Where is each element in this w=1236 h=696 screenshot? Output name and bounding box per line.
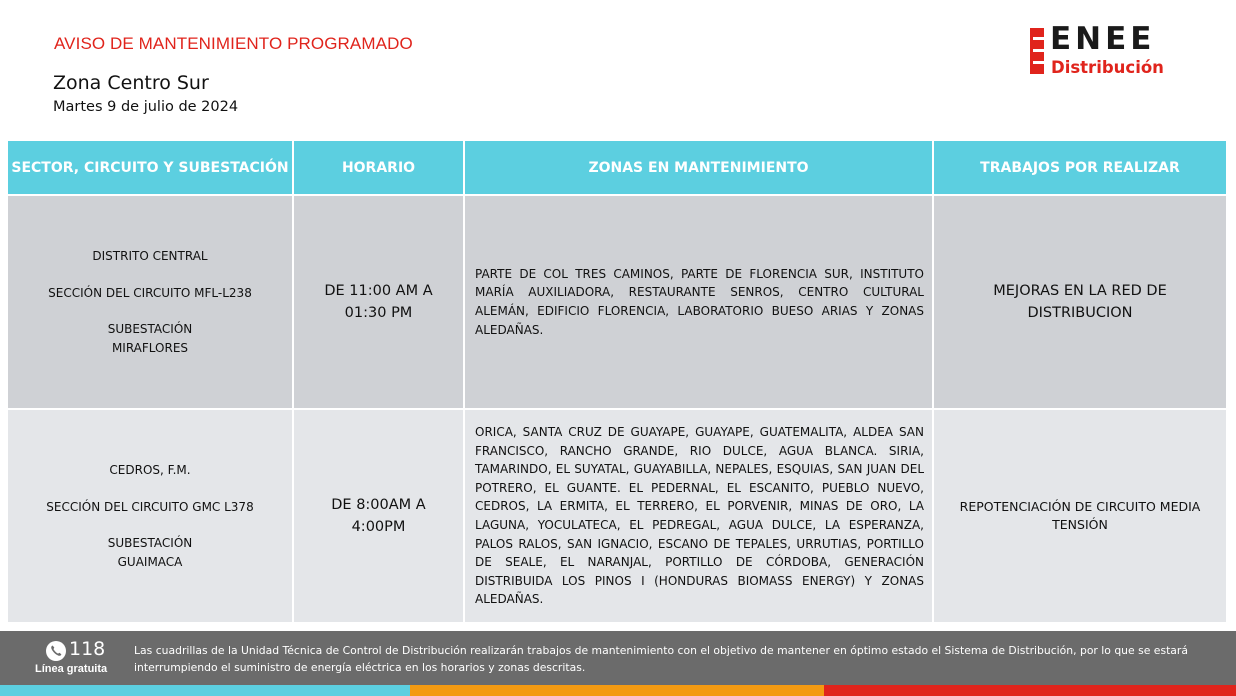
footer-text: Las cuadrillas de la Unidad Técnica de Control de Distribución realizarán trabajos de mantenimiento con el objetivo de mantener en óptimo estado el Sistema de Distribución, por lo que se estará interrumpiendo el suministro de energía eléctrica en los horarios y zonas descritas. [134, 644, 1188, 674]
work-cell: MEJORAS EN LA RED DE DISTRIBUCION [933, 195, 1227, 409]
footer-bar [0, 631, 1236, 685]
zones-cell: ORICA, SANTA CRUZ DE GUAYAPE, GUAYAPE, GUATEMALITA, ALDEA SAN FRANCISCO, RANCHO GRANDE, RIO DULCE, AGUA BLANCA. SIRIA, TAMARINDO, EL SUYATAL, GUAYABILLA, NEPALES, ESQUIAS, SAN JUAN DEL POTRERO, EL GUANTE. EL PEDERNAL, EL ESCANITO, PUEBLO NUEVO, CEDROS, LA ERMITA, EL TERRERO, EL PORVENIR, MINAS DE ORO, LA LAGUNA, YOCULATECA, EL PEDREGAL, AGUA DULCE, LA ESPERANZA, PALOS RALOS, SAN IGNACIO, ESCANO DE TEPALES, URRUTIAS, PORTILLO DE SEALE, EL NARANJAL, PORTILLO DE CÓRDOBA, GENERACIÓN DISTRIBUIDA LOS PINOS I (HONDURAS BIOMASS ENERGY) Y ZONAS ALEDAÑAS. [464, 409, 933, 623]
table-header-row [7, 140, 1227, 195]
substation-name: GUAIMACA [117, 554, 183, 569]
phone-label: Línea gratuita [35, 663, 108, 675]
sector-cell [7, 195, 293, 409]
schedule-cell: DE 11:00 AM A 01:30 PM [293, 195, 464, 409]
stripe-cyan [0, 685, 410, 696]
work-cell: REPOTENCIACIÓN DE CIRCUITO MEDIA TENSIÓN [933, 409, 1227, 623]
enee-logo [1030, 21, 1202, 80]
district: DISTRITO CENTRAL [92, 249, 208, 263]
maintenance-table [6, 139, 1228, 624]
substation-label: SUBESTACIÓN [107, 536, 193, 550]
table-row [7, 409, 1227, 623]
column-header-zonas: ZONAS EN MANTENIMIENTO [464, 140, 933, 195]
phone-number: 118 [69, 638, 106, 660]
district: CEDROS, F.M. [109, 463, 191, 477]
stripe-red [824, 685, 1236, 696]
enee-logo-mark-icon [1030, 28, 1044, 74]
table-row [7, 195, 1227, 409]
stripe-orange [410, 685, 824, 696]
circuit: SECCIÓN DEL CIRCUITO MFL-L238 [48, 285, 252, 300]
phone-icon [46, 641, 66, 661]
column-header-horario: HORARIO [293, 140, 464, 195]
substation-label: SUBESTACIÓN [107, 322, 193, 336]
circuit: SECCIÓN DEL CIRCUITO GMC L378 [46, 499, 254, 514]
schedule-cell: DE 8:00AM A 4:00PM [293, 409, 464, 623]
zone-name: Zona Centro Sur [53, 72, 209, 94]
column-header-sector: SECTOR, CIRCUITO Y SUBESTACIÓN [7, 140, 293, 195]
column-header-trabajos: TRABAJOS POR REALIZAR [933, 140, 1227, 195]
substation-name: MIRAFLORES [111, 340, 189, 355]
logo-brand: ENEE [1050, 21, 1156, 57]
logo-subtitle: Distribución [1051, 58, 1164, 77]
zones-cell: PARTE DE COL TRES CAMINOS, PARTE DE FLORENCIA SUR, INSTITUTO MARÍA AUXILIADORA, RESTAURANTE SENROS, CENTRO CULTURAL ALEMÁN, EDIFICIO FLORENCIA, LABORATORIO BUESO ARIAS Y ZONAS ALEDAÑAS. [464, 195, 933, 409]
notice-date: Martes 9 de julio de 2024 [53, 99, 239, 115]
sector-cell [7, 409, 293, 623]
notice-title: AVISO DE MANTENIMIENTO PROGRAMADO [54, 34, 413, 53]
